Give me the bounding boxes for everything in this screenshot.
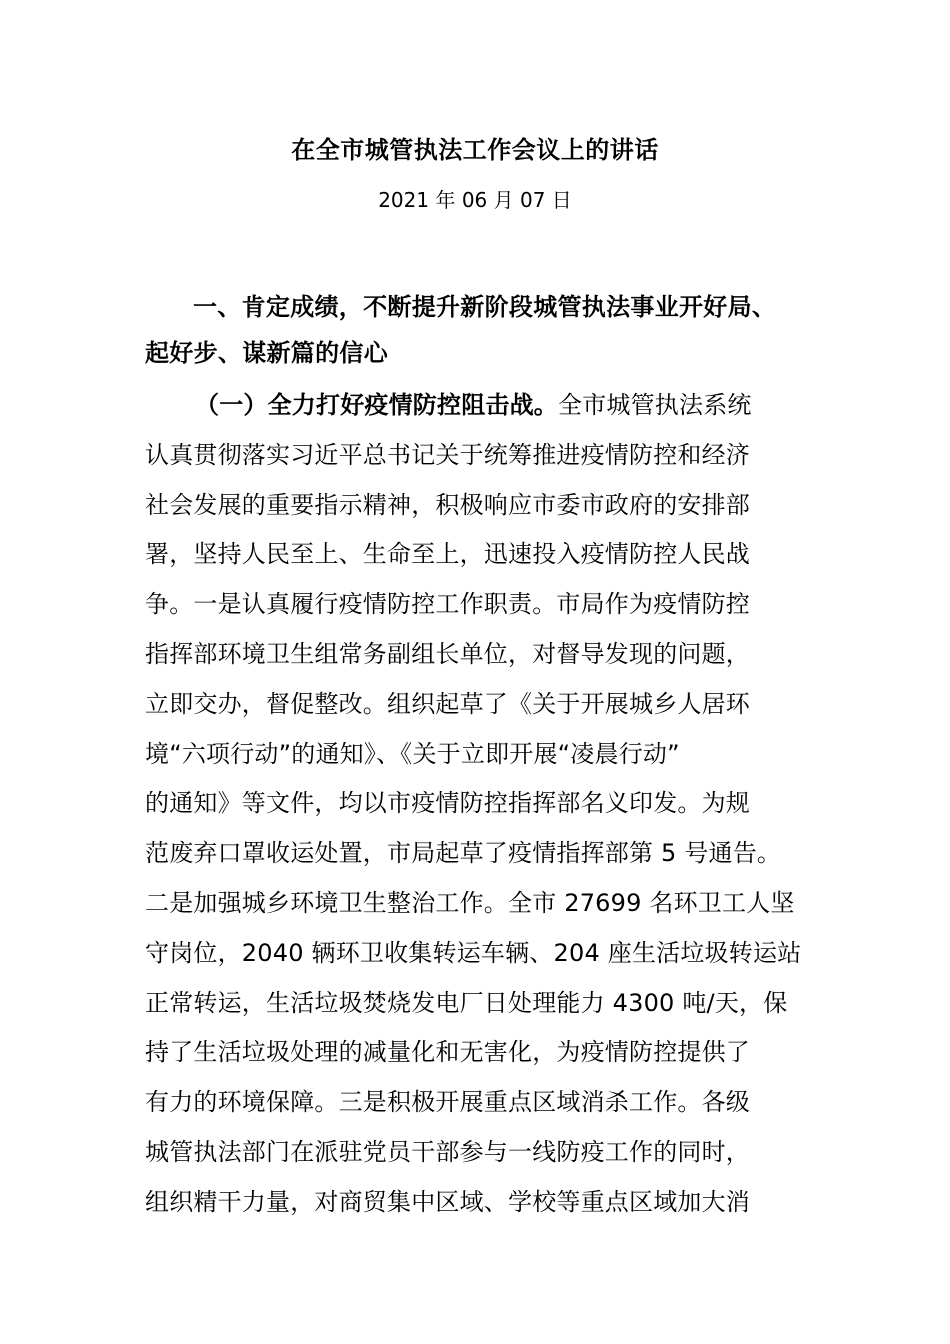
section-heading-line-1 (145, 284, 825, 330)
paragraph-line: 社会发展的重要指示精神，积极响应市委市政府的安排部 (145, 490, 750, 519)
paragraph-line: 二是加强城乡环境卫生整治工作。全市 27699 名环卫工人坚 (145, 888, 795, 917)
paragraph-line: 正常转运，生活垃圾焚烧发电厂日处理能力 4300 吨/天，保 (145, 988, 788, 1017)
paragraph-line: 署，坚持人民至上、生命至上，迅速投入疫情防控人民战 (145, 540, 750, 569)
paragraph-line: 守岗位，2040 辆环卫收集转运车辆、204 座生活垃圾转运站 (145, 938, 802, 967)
paragraph-line (145, 380, 810, 431)
paragraph-line: 争。一是认真履行疫情防控工作职责。市局作为疫情防控 (145, 590, 750, 619)
paragraph-line-text: 全市城管执法系统 (558, 391, 752, 419)
paragraph-line: 的通知》等文件，均以市疫情防控指挥部名义印发。为规 (145, 789, 750, 818)
document-date: 2021 年 06 月 07 日 (378, 188, 572, 212)
paragraph-line: 指挥部环境卫生组常务副组长单位，对督导发现的问题， (145, 639, 750, 668)
paragraph-line: 有力的环境保障。三是积极开展重点区域消杀工作。各级 (145, 1088, 750, 1117)
section-heading-text-1: 一、肯定成绩，不断提升新阶段城管执法事业开好局、 (193, 293, 777, 321)
section-heading-line-2: 起好步、谋新篇的信心 (145, 339, 388, 367)
paragraph-line: 持了生活垃圾处理的减量化和无害化，为疫情防控提供了 (145, 1038, 750, 1067)
paragraph-line: 组织精干力量，对商贸集中区域、学校等重点区域加大消 (145, 1187, 750, 1216)
body-paragraph (145, 380, 810, 1228)
paragraph-line: 范废弃口罩收运处置，市局起草了疫情指挥部第 5 号通告。 (145, 839, 782, 868)
paragraph-line: 认真贯彻落实习近平总书记关于统筹推进疫情防控和经济 (145, 440, 750, 469)
section-heading (145, 284, 825, 376)
paragraph-line: 立即交办，督促整改。组织起草了《关于开展城乡人居环 (145, 689, 750, 718)
subsection-heading: （一）全力打好疫情防控阻击战。 (195, 390, 558, 419)
paragraph-line: 城管执法部门在派驻党员干部参与一线防疫工作的同时， (145, 1137, 750, 1166)
paragraph-line: 境“六项行动”的通知》、《关于立即开展“凌晨行动” (145, 739, 680, 768)
document-title: 在全市城管执法工作会议上的讲话 (291, 135, 659, 164)
